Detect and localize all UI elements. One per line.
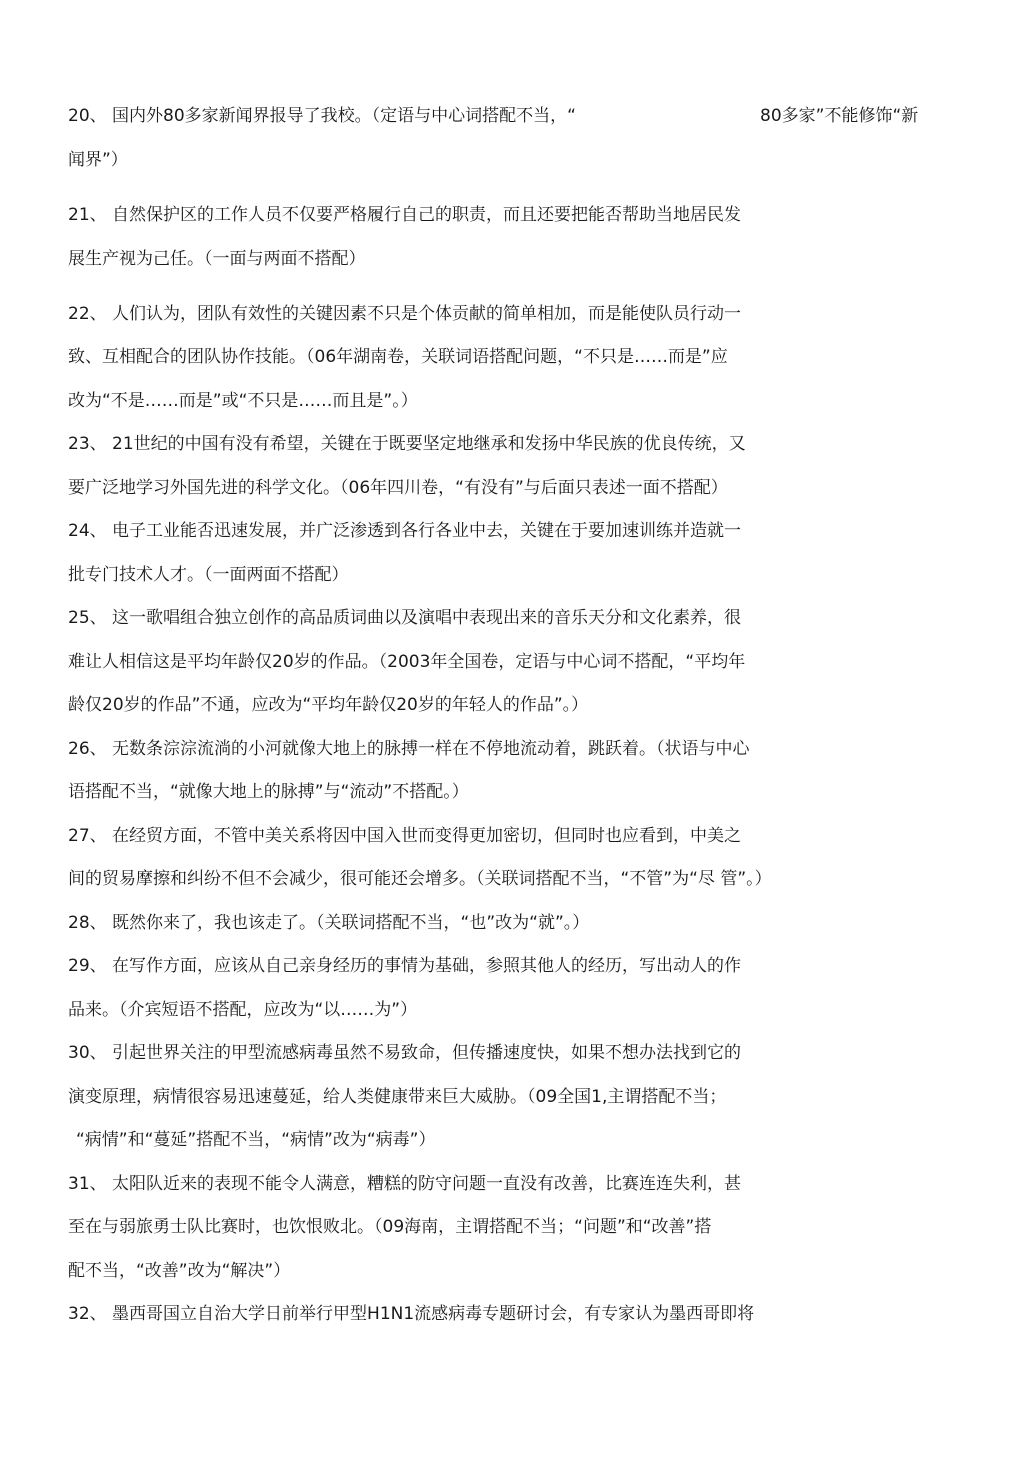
text-line-22c: 改为“不是……而是”或“不只是……而且是”。） (68, 391, 418, 411)
text-line-25c: 龄仅20岁的作品”不通，应改为“平均年龄仅20岁的年轻人的作品”。） (68, 695, 589, 715)
text-line-28: 28、 既然你来了，我也该走了。（关联词搭配不当，“也”改为“就”。） (68, 913, 590, 933)
text-line-29a: 29、 在写作方面，应该从自己亲身经历的事情为基础，参照其他人的经历，写出动人的作 (68, 956, 742, 976)
text-line-27a: 27、 在经贸方面，不管中美关系将因中国入世而变得更加密切，但同时也应看到，中美之 (68, 826, 742, 846)
text-line-24a: 24、 电子工业能否迅速发展，并广泛渗透到各行各业中去，关键在于要加速训练并造就一 (68, 521, 742, 541)
text-line-23a: 23、 21世纪的中国有没有希望，关键在于既要坚定地继承和发扬中华民族的优良传统，又 (68, 434, 746, 454)
text-line-30c: “病情”和“蔓延”搭配不当，“病情”改为“病毒”） (76, 1130, 436, 1150)
text-line-25a: 25、 这一歌唱组合独立创作的高品质词曲以及演唱中表现出来的音乐天分和文化素养，很 (68, 608, 742, 628)
text-line-22b: 致、互相配合的团队协作技能。（06年湖南卷，关联词语搭配问题，“不只是……而是”应 (68, 347, 728, 367)
text-line-22a: 22、 人们认为，团队有效性的关键因素不只是个体贡献的简单相加，而是能使队员行动一 (68, 304, 742, 324)
text-line-30a: 30、 引起世界关注的甲型流感病毒虽然不易致命，但传播速度快，如果不想办法找到它的 (68, 1043, 742, 1063)
text-line-30b: 演变原理，病情很容易迅速蔓延，给人类健康带来巨大威胁。（09全国1,主谓搭配不当； (68, 1087, 727, 1107)
text-line-32a: 32、 墨西哥国立自治大学日前举行甲型H1N1流感病毒专题研讨会，有专家认为墨西哥即将 (68, 1304, 755, 1324)
text-line-29b: 品来。（介宾短语不搭配，应改为“以……为”） (68, 1000, 418, 1020)
text-line-31b: 至在与弱旅勇士队比赛时，也饮恨败北。（09海南，主谓搭配不当；“问题”和“改善”搭 (68, 1217, 712, 1237)
text-line-31a: 31、 太阳队近来的表现不能令人满意，糟糕的防守问题一直没有改善，比赛连连失利，甚 (68, 1174, 742, 1194)
text-line-26b: 语搭配不当，“就像大地上的脉搏”与“流动”不搭配。） (68, 782, 469, 802)
text-line-20-tail: 80多家”不能修饰“新 (760, 106, 919, 126)
text-line-20a: 20、 国内外80多家新闻界报导了我校。（定语与中心词搭配不当，“ (68, 106, 576, 126)
text-line-20b: 闻界”） (68, 150, 128, 170)
text-line-24b: 批专门技术人才。（一面两面不搭配） (68, 565, 349, 585)
text-line-31c: 配不当，“改善”改为“解决”） (68, 1261, 291, 1281)
text-line-26a: 26、 无数条淙淙流淌的小河就像大地上的脉搏一样在不停地流动着，跳跃着。（状语与中心 (68, 739, 750, 759)
text-line-21b: 展生产视为己任。（一面与两面不搭配） (68, 249, 366, 269)
text-line-27b: 间的贸易摩擦和纠纷不但不会减少，很可能还会增多。（关联词搭配不当，“不管”为“尽 管”。） (68, 869, 772, 889)
text-line-21a: 21、 自然保护区的工作人员不仅要严格履行自己的职责，而且还要把能否帮助当地居民发 (68, 205, 742, 225)
text-line-25b: 难让人相信这是平均年龄仅20岁的作品。（2003年全国卷，定语与中心词不搭配，“平均年 (68, 652, 746, 672)
text-line-23b: 要广泛地学习外国先进的科学文化。（06年四川卷，“有没有”与后面只表述一面不搭配） (68, 478, 728, 498)
